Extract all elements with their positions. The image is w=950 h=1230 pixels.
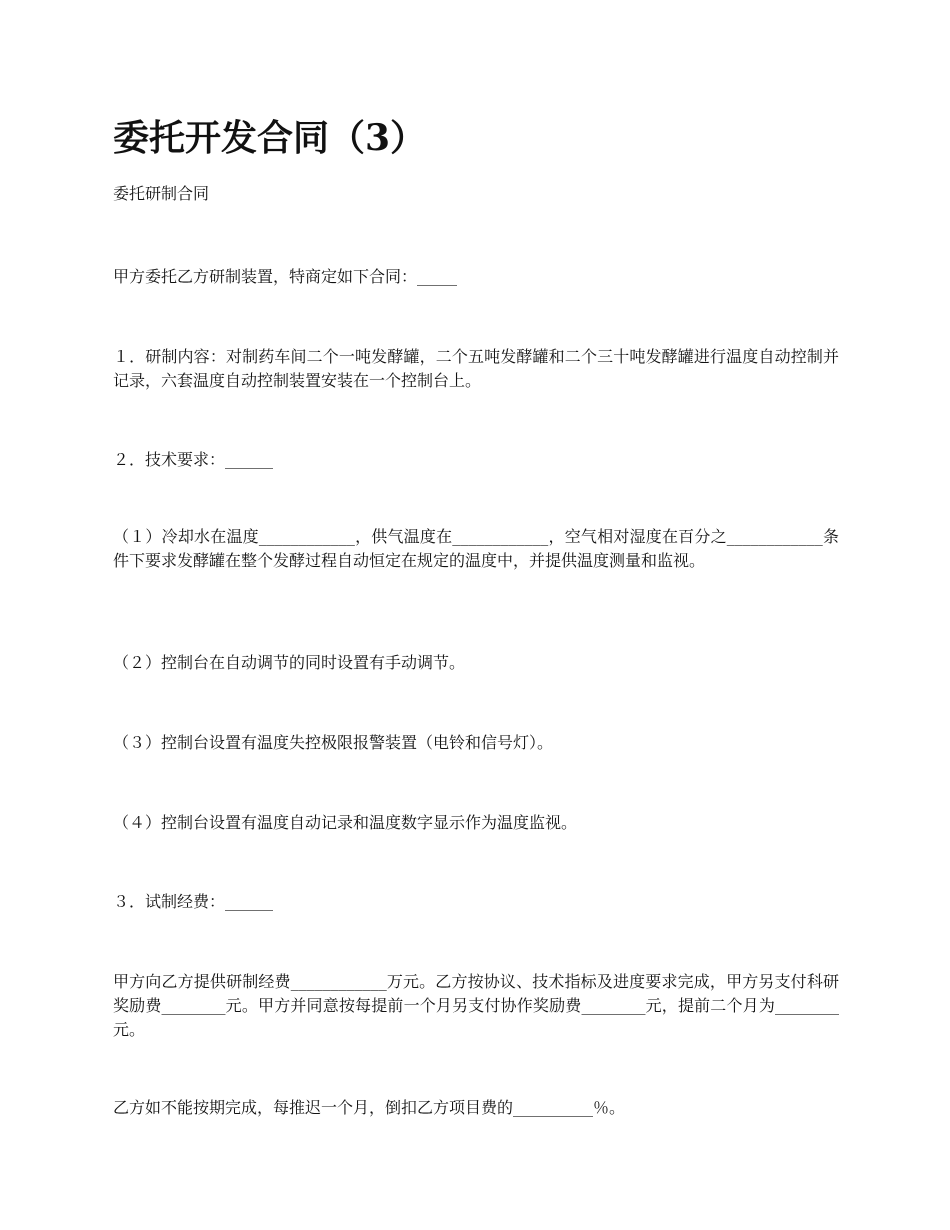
paragraph-subitem-3: （３）控制台设置有温度失控极限报警装置（电铃和信号灯）。 bbox=[113, 733, 554, 752]
paragraph-item-3: ３．试制经费：______ bbox=[113, 892, 274, 911]
paragraph-subitem-1: （１）冷却水在温度____________，供气温度在____________，空气相对湿度在百分之____________条件下要求发酵罐在整个发酵过程自动恒定在规定的温度中，并提供温度测量和监视。 bbox=[113, 527, 839, 570]
paragraph-item-1: １．研制内容：对制药车间二个一吨发酵罐，二个五吨发酵罐和二个三十吨发酵罐进行温度自动控制并记录，六套温度自动控制装置安装在一个控制台上。 bbox=[113, 347, 839, 390]
paragraph-item-2: ２．技术要求：______ bbox=[113, 450, 274, 469]
document-title: 委托开发合同（3） bbox=[113, 117, 427, 159]
paragraph-subitem-4: （４）控制台设置有温度自动记录和温度数字显示作为温度监视。 bbox=[113, 813, 578, 832]
paragraph-penalty: 乙方如不能按期完成，每推迟一个月，倒扣乙方项目费的__________％。 bbox=[113, 1098, 626, 1117]
paragraph-subitem-2: （２）控制台在自动调节的同时设置有手动调节。 bbox=[113, 653, 466, 672]
paragraph-intro: 甲方委托乙方研制装置，特商定如下合同：_____ bbox=[113, 267, 458, 286]
document-subtitle: 委托研制合同 bbox=[113, 184, 210, 203]
paragraph-funding: 甲方向乙方提供研制经费____________万元。乙方按协议、技术指标及进度要求完成，甲方另支付科研奖励费________元。甲方并同意按每提前一个月另支付协作奖励费________元，提前二个月为________元。 bbox=[113, 972, 839, 1039]
